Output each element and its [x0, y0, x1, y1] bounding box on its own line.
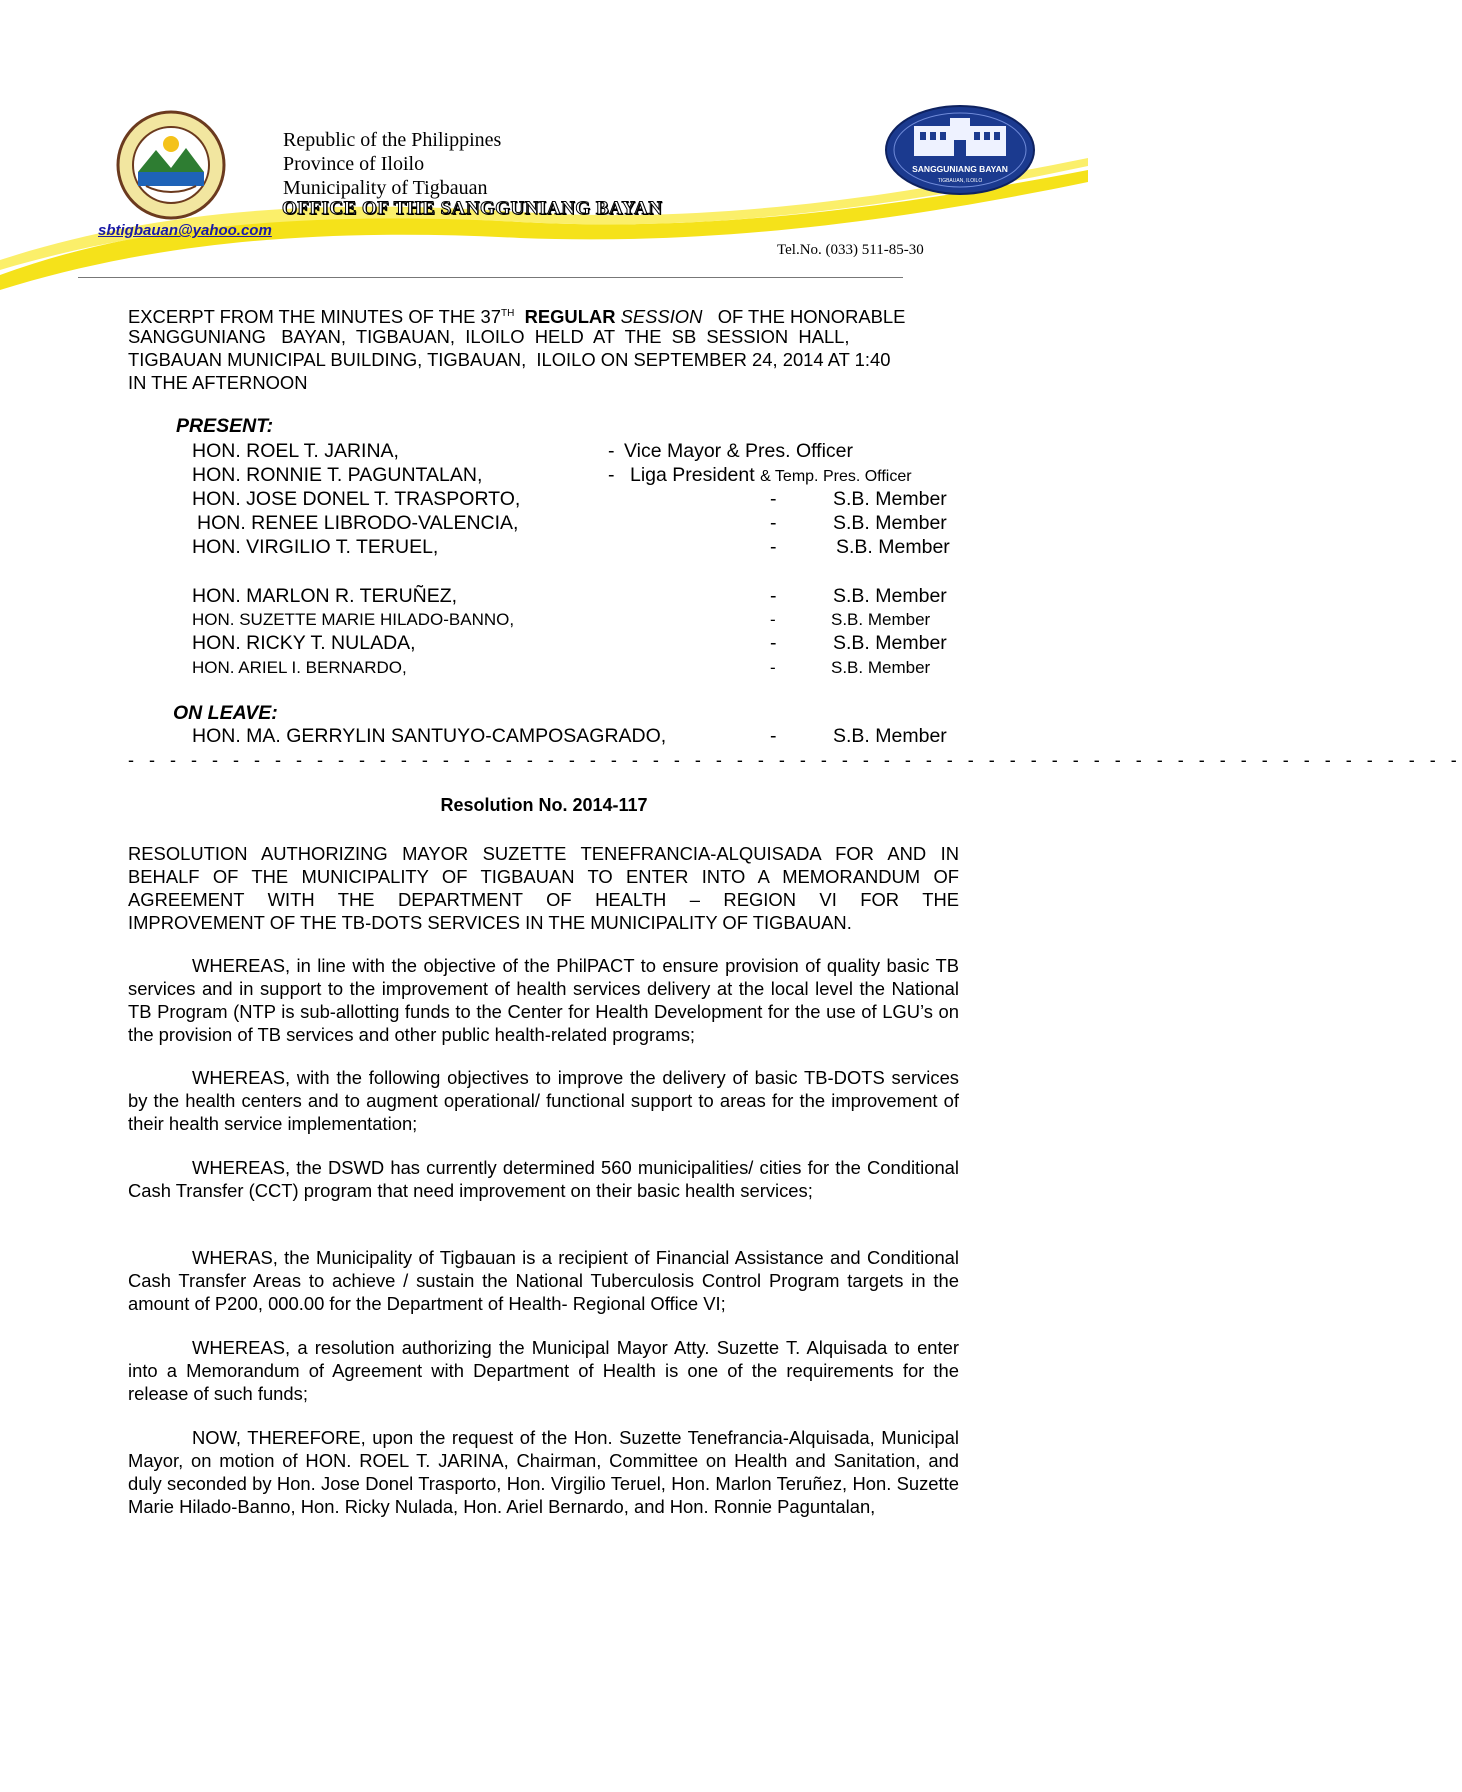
resolution-title-line: RESOLUTION AUTHORIZING MAYOR SUZETTE TENEFRANCIA-ALQUISADA FOR AND IN — [128, 843, 959, 864]
member-name: HON. MA. GERRYLIN SANTUYO-CAMPOSAGRADO, — [192, 725, 667, 747]
whereas-paragraph-5: WHEREAS, a resolution authorizing the Municipal Mayor Atty. Suzette T. Alquisada to enter into a Memorandum of Agreement with Department of Health is one of the requirements for the release of such funds; — [128, 1337, 959, 1404]
member-role: S.B. Member — [833, 488, 947, 510]
member-name: HON. MARLON R. TERUÑEZ, — [192, 585, 458, 607]
whereas-paragraph-4: WHERAS, the Municipality of Tigbauan is a recipient of Financial Assistance and Conditional Cash Transfer Areas to achieve / sustain the National Tuberculosis Control Program targets in the amount of P200, 000.00 for the Department of Health- Regional Office VI; — [128, 1247, 959, 1314]
on-leave-heading: ON LEAVE: — [173, 702, 278, 724]
right-seal-sublabel: TIGBAUAN, ILOILO — [937, 178, 983, 184]
whereas-paragraph-1: WHEREAS, in line with the objective of the PhilPACT to ensure provision of quality basic TB services and in support to the improvement of health services delivery at the local level the National TB Program (NTP is sub-allotting funds to the Center for Health Development for the use of LGU’s on the provision of TB services and other public health-related programs; — [128, 955, 959, 1045]
resolution-title-line: BEHALF OF THE MUNICIPALITY OF TIGBAUAN TO ENTER INTO A MEMORANDUM OF — [128, 866, 959, 887]
whereas-paragraph-2: WHEREAS, with the following objectives to improve the delivery of basic TB-DOTS services by the health centers and to augment operational/ functional support to areas for the improvement of their health service implementation; — [128, 1067, 959, 1134]
member-dash: - — [770, 658, 776, 677]
right-seal-label: SANGGUNIANG BAYAN — [912, 164, 1008, 174]
member-dash: - — [770, 610, 776, 629]
excerpt-line-3: TIGBAUAN MUNICIPAL BUILDING, TIGBAUAN, ILOILO ON SEPTEMBER 24, 2014 AT 1:40 — [128, 349, 891, 370]
member-name: HON. ROEL T. JARINA, — [192, 440, 399, 462]
present-heading: PRESENT: — [176, 415, 274, 437]
email-link[interactable]: sbtigbauan@yahoo.com — [98, 222, 272, 239]
member-dash: - — [770, 632, 777, 654]
dashed-separator: - - - - - - - - - - - - - - - - - - - - - - - - - - - - - - - - - - - - - - - - - - - - - - - - - - - - - - - - - - - - - - - - — [128, 750, 1462, 770]
member-name: HON. VIRGILIO T. TERUEL, — [192, 536, 439, 558]
municipality-line: Municipality of Tigbauan — [283, 177, 488, 199]
member-role: S.B. Member — [833, 512, 947, 534]
member-role: S.B. Member — [836, 536, 950, 558]
member-name: HON. RENEE LIBRODO-VALENCIA, — [197, 512, 519, 534]
member-dash: - — [608, 440, 615, 462]
member-role: S.B. Member — [833, 725, 947, 747]
member-dash: - — [770, 488, 777, 510]
member-dash: - — [770, 536, 777, 558]
member-name: HON. SUZETTE MARIE HILADO-BANNO, — [192, 610, 515, 629]
member-name: HON. RICKY T. NULADA, — [192, 632, 416, 654]
now-therefore-paragraph: NOW, THEREFORE, upon the request of the Hon. Suzette Tenefrancia-Alquisada, Municipal Mayor, on motion of HON. ROEL T. JARINA, Chairman, Committee on Health and Sanitation, and duly seconded by Hon. Jose Donel Trasporto, Hon. Virgilio Teruel, Hon. Marlon Teruñez, Hon. Suzette Marie Hilado-Banno, Hon. Ricky Nulada, Hon. Ariel Bernardo, and Hon. Ronnie Paguntalan, — [128, 1427, 959, 1517]
excerpt-line-4: IN THE AFTERNOON — [128, 372, 308, 393]
member-role: S.B. Member — [831, 658, 931, 677]
member-name: HON. ARIEL I. BERNARDO, — [192, 658, 407, 677]
member-dash: - — [770, 725, 777, 747]
excerpt-line-2: SANGGUNIANG BAYAN, TIGBAUAN, ILOILO HELD AT THE SB SESSION HALL, — [128, 326, 850, 347]
sangguniang-bayan-seal-logo — [884, 104, 1036, 196]
member-name: HON. JOSE DONEL T. TRASPORTO, — [192, 488, 521, 510]
member-dash: - — [770, 512, 777, 534]
member-role: Vice Mayor & Pres. Officer — [624, 440, 854, 462]
whereas-paragraph-3: WHEREAS, the DSWD has currently determined 560 municipalities/ cities for the Conditional Cash Transfer (CCT) program that need improvement on their basic health services; — [128, 1157, 959, 1201]
member-role: S.B. Member — [833, 585, 947, 607]
telephone-number: Tel.No. (033) 511-85-30 — [777, 242, 924, 258]
republic-line: Republic of the Philippines — [283, 129, 502, 151]
header-divider — [78, 277, 903, 278]
municipal-seal-logo — [116, 110, 226, 220]
member-dash: - — [608, 464, 615, 486]
resolution-number: Resolution No. 2014-117 — [440, 795, 648, 815]
member-role: Liga President & Temp. Pres. Officer — [630, 464, 912, 486]
member-name: HON. RONNIE T. PAGUNTALAN, — [192, 464, 483, 486]
province-line: Province of Iloilo — [283, 153, 425, 175]
member-role: S.B. Member — [833, 632, 947, 654]
excerpt-line-1: EXCERPT FROM THE MINUTES OF THE 37TH REGULAR SESSION OF THE HONORABLE — [128, 306, 906, 328]
member-role: S.B. Member — [831, 610, 931, 629]
resolution-title-line: AGREEMENT WITH THE DEPARTMENT OF HEALTH – REGION VI FOR THE — [128, 889, 959, 910]
resolution-title-line: IMPROVEMENT OF THE TB-DOTS SERVICES IN THE MUNICIPALITY OF TIGBAUAN. — [128, 912, 852, 933]
office-title: OFFICE OF THE SANGGUNIANG BAYAN — [282, 198, 663, 219]
resolution-title — [128, 842, 959, 934]
member-dash: - — [770, 585, 777, 607]
